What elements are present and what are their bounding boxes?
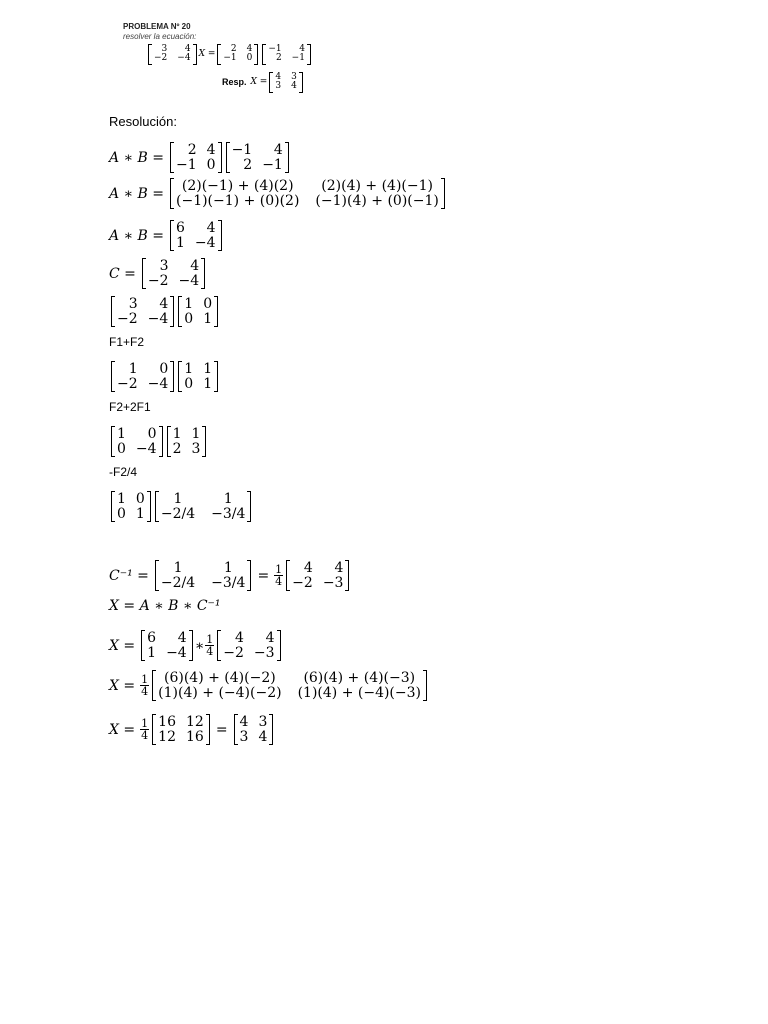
x-equals: X = (198, 49, 216, 60)
matrix: 16 12 12 16 (152, 714, 210, 745)
matrix: (6)(4) + (4)(−2) (6)(4) + (4)(−3) (1)(4) + (−4)(−2) (1)(4) + (−4)(−3) (152, 670, 427, 701)
matrix: 2 4 −1 0 (170, 142, 222, 173)
resp-label: Resp. (222, 77, 247, 88)
matrix: 6 4 1 −4 (170, 220, 222, 251)
matrix: 3 4 −2 −4 (142, 258, 205, 289)
fraction: $\frac{1}{4}$ (275, 563, 283, 589)
line-augmented-4 (109, 491, 253, 522)
matrix: 1 1 0 1 (178, 361, 218, 392)
matrix: 4 4 −2 −3 (286, 560, 349, 591)
matrix: 1 1 −2/4 −3/4 (155, 491, 252, 522)
matrix: −1 4 2 −1 (226, 142, 289, 173)
line-x-result: X = $\frac{1}{4}$ 16 12 12 16 = 4 3 3 4 (109, 714, 275, 745)
matrix-resp: 4 3 3 4 (269, 72, 302, 93)
line-x-formula: X = A ∗ B ∗ C⁻¹ (109, 598, 221, 614)
matrix: 1 1 2 3 (167, 426, 207, 457)
resolution-label: Resolución: (109, 114, 177, 129)
problem-title: PROBLEMA Nº 20 (123, 22, 191, 31)
fraction: $\frac{1}{4}$ (141, 717, 149, 743)
problem-equation (146, 44, 313, 65)
problem-answer (222, 72, 305, 93)
fraction: $\frac{1}{4}$ (141, 673, 149, 699)
line-ab-result: A ∗ B = 6 4 1 −4 (109, 220, 224, 251)
matrix: 4 3 3 4 (234, 714, 274, 745)
line-augmented-2 (109, 361, 220, 392)
line-ab-expanded: A ∗ B = (2)(−1) + (4)(2) (2)(4) + (4)(−1) (−1)(−1) + (0)(2) (−1)(4) + (0)(−1) (109, 178, 447, 209)
matrix: 1 0 0 1 (111, 491, 151, 522)
line-augmented-3 (109, 426, 208, 457)
row-op-1: F1+F2 (109, 335, 145, 349)
line-x-substitution: X = 6 4 1 −4 ∗ $\frac{1}{4}$ 4 4 −2 −3 (109, 630, 283, 661)
matrix-C: −1 4 2 −1 (262, 44, 311, 65)
matrix: 6 4 1 −4 (141, 630, 193, 661)
line-x-expanded: X = $\frac{1}{4}$ (6)(4) + (4)(−2) (6)(4) + (4)(−3) (1)(4) + (−4)(−2) (1)(4) + (−4)(−3) (109, 670, 429, 701)
matrix: 1 0 0 1 (178, 296, 218, 327)
matrix-A: 3 4 −2 −4 (148, 44, 197, 65)
fraction: $\frac{1}{4}$ (206, 633, 214, 659)
matrix: 3 4 −2 −4 (111, 296, 174, 327)
line-c-inverse: C⁻¹ = 1 1 −2/4 −3/4 = $\frac{1}{4}$ 4 4 −2 −3 (109, 560, 351, 591)
line-augmented-1 (109, 296, 220, 327)
matrix: (2)(−1) + (4)(2) (2)(4) + (4)(−1) (−1)(−1) + (0)(2) (−1)(4) + (0)(−1) (170, 178, 445, 209)
row-op-3: -F2/4 (109, 465, 138, 479)
line-c-def: C = 3 4 −2 −4 (109, 258, 207, 289)
problem-subtitle: resolver la ecuación: (123, 32, 197, 41)
matrix: 1 0 0 −4 (111, 426, 163, 457)
matrix: 4 4 −2 −3 (217, 630, 280, 661)
row-op-2: F2+2F1 (109, 400, 151, 414)
matrix: 1 0 −2 −4 (111, 361, 174, 392)
matrix-B: 2 4 −1 0 (217, 44, 258, 65)
matrix: 1 1 −2/4 −3/4 (155, 560, 252, 591)
line-ab-product: A ∗ B = 2 4 −1 0 −1 4 2 −1 (109, 142, 291, 173)
resp-x: X = (250, 77, 268, 88)
